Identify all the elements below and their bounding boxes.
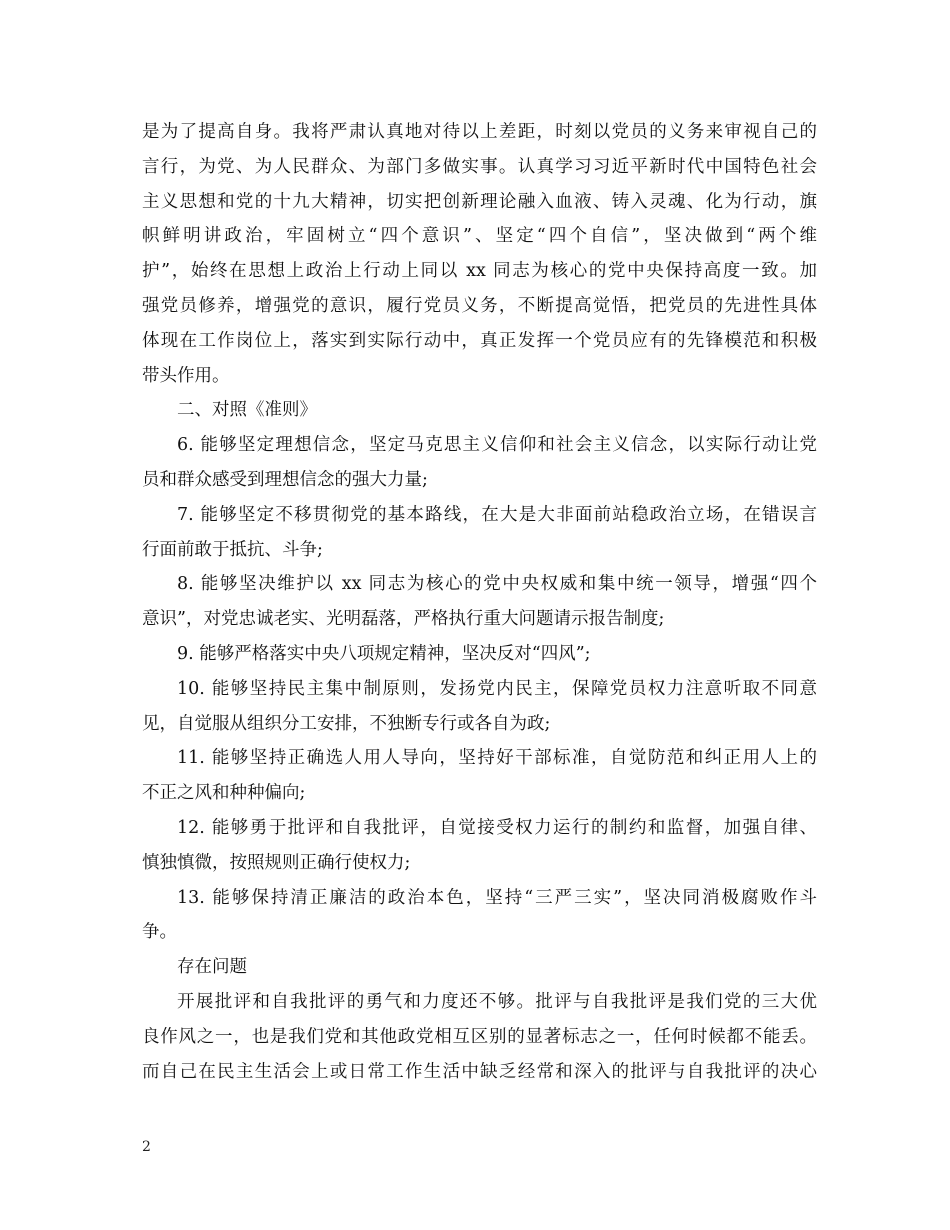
text-line: 是为了提高自身。我将严肃认真地对待以上差距，时刻以党员的义务来审视自己的 xyxy=(142,122,817,142)
text-line: 9. 能够严格落实中央八项规定精神，坚决反对“四风”; xyxy=(177,643,591,664)
text-line: 护”，始终在思想上政治上行动上同以 xx 同志为核心的党中央保持高度一致。加 xyxy=(142,261,817,282)
text-line: 而自己在民主生活会上或日常工作生活中缺乏经常和深入的批评与自我批评的决心 xyxy=(142,1061,817,1082)
text-line: 争。 xyxy=(142,922,177,943)
text-line: 带头作用。 xyxy=(142,365,230,386)
text-line: 6. 能够坚定理想信念，坚定马克思主义信仰和社会主义信念，以实际行动让党 xyxy=(177,435,817,456)
text-line: 12. 能够勇于批评和自我批评，自觉接受权力运行的制约和监督，加强自律、 xyxy=(177,817,817,838)
text-line: 11. 能够坚持正确选人用人导向，坚持好干部标准，自觉防范和纠正用人上的 xyxy=(177,748,817,769)
text-line: 强党员修养，增强党的意识，履行党员义务，不断提高觉悟，把党员的先进性具体 xyxy=(142,295,817,316)
text-line: 二、对照《准则》 xyxy=(177,400,317,421)
text-line: 不正之风和种种偏向; xyxy=(142,783,306,804)
text-line: 行面前敢于抵抗、斗争; xyxy=(142,539,323,560)
text-line: 13. 能够保持清正廉洁的政治本色，坚持“三严三实”，坚决同消极腐败作斗 xyxy=(177,887,817,908)
text-line: 言行，为党、为人民群众、为部门多做实事。认真学习习近平新时代中国特色社会 xyxy=(142,156,817,177)
text-line: 见，自觉服从组织分工安排，不独断专行或各自为政; xyxy=(142,713,551,734)
text-line: 8. 能够坚决维护以 xx 同志为核心的党中央权威和集中统一领导，增强“四个 xyxy=(177,574,817,595)
text-line: 意识”，对党忠诚老实、光明磊落，严格执行重大问题请示报告制度; xyxy=(142,609,665,630)
text-line: 开展批评和自我批评的勇气和力度还不够。批评与自我批评是我们党的三大优 xyxy=(177,991,817,1012)
text-line: 慎独慎微，按照规则正确行使权力; xyxy=(142,852,411,873)
text-line: 体现在工作岗位上，落实到实际行动中，真正发挥一个党员应有的先锋模范和积极 xyxy=(142,330,817,351)
page-number: 2 xyxy=(142,1139,151,1155)
text-line: 存在问题 xyxy=(177,957,247,978)
text-line: 主义思想和党的十九大精神，切实把创新理论融入血液、铸入灵魂、化为行动，旗 xyxy=(142,191,817,212)
text-line: 员和群众感受到理想信念的强大力量; xyxy=(142,469,428,490)
text-line: 10. 能够坚持民主集中制原则，发扬党内民主，保障党员权力注意听取不同意 xyxy=(177,678,817,699)
document-body xyxy=(142,115,817,1089)
text-line: 帜鲜明讲政治，牢固树立“四个意识”、坚定“四个自信”，坚决做到“两个维 xyxy=(142,226,817,247)
text-line: 7. 能够坚定不移贯彻党的基本路线，在大是大非面前站稳政治立场，在错误言 xyxy=(177,504,817,525)
text-line: 良作风之一，也是我们党和其他政党相互区别的显著标志之一，任何时候都不能丢。 xyxy=(142,1026,817,1047)
